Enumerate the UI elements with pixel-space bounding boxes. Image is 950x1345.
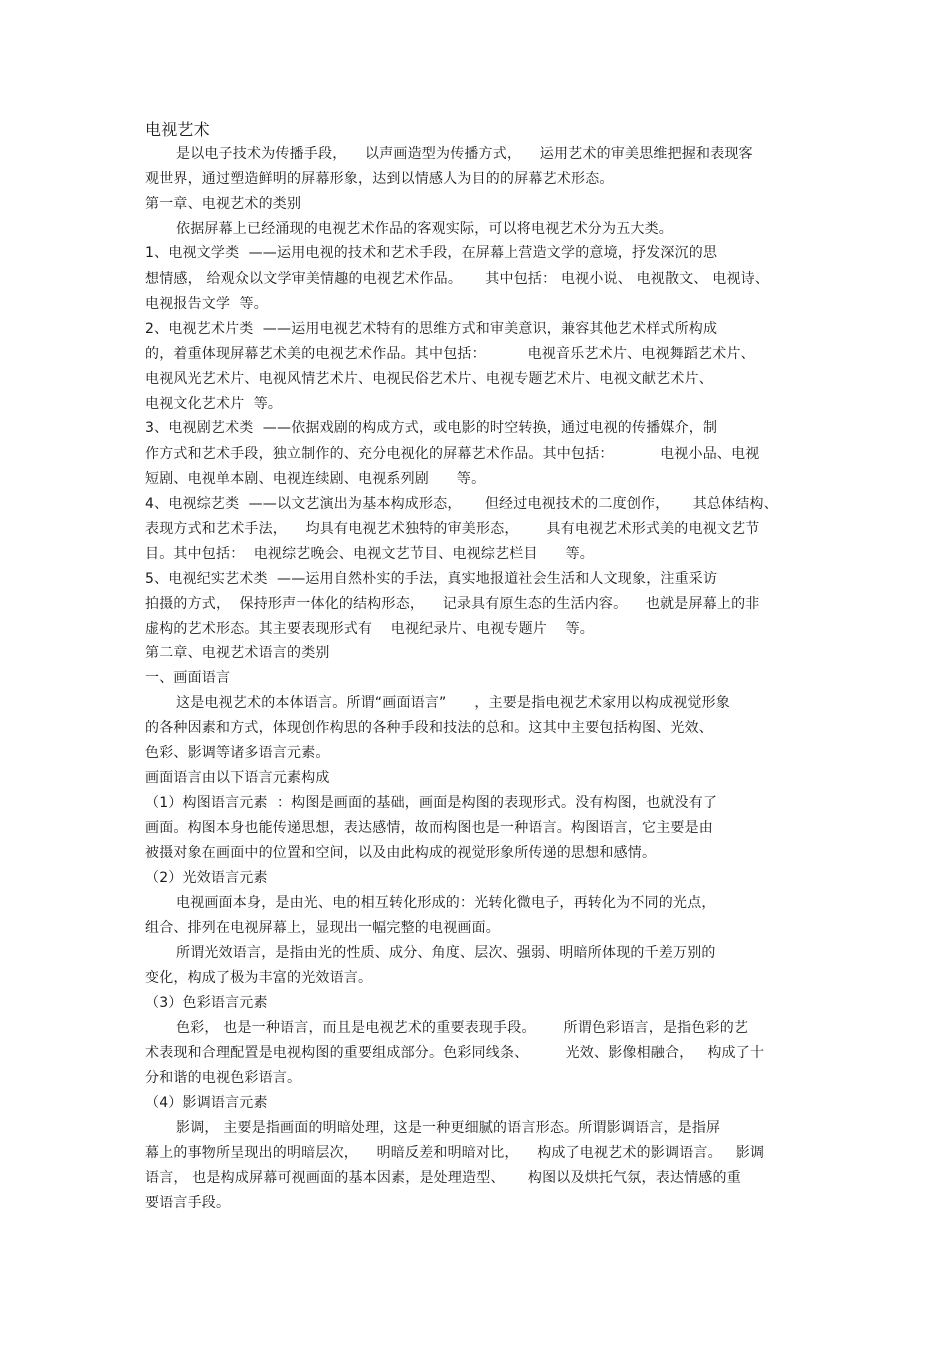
text-line: 依据屏幕上已经涌现的电视艺术作品的客观实际，可以将电视艺术分为五大类。 — [176, 221, 673, 237]
chapter-heading: 第二章、电视艺术语言的类别 — [145, 645, 330, 661]
section-heading: 一、画面语言 — [145, 670, 231, 686]
text-line: 观世界，通过塑造鲜明的屏幕形象，达到以情感人为目的的屏幕艺术形态。 — [145, 171, 614, 187]
text-line: 的各种因素和方式，体现创作构思的各种手段和技法的总和。这其中主要包括构图、光效、 — [145, 720, 713, 736]
text-line: 2、电视艺术片类 ——运用电视艺术特有的思维方式和审美意识，兼容其他艺术样式所构成 — [145, 321, 718, 337]
text-line: 被摄对象在画面中的位置和空间，以及由此构成的视觉形象所传递的思想和感情。 — [145, 845, 657, 861]
text-line: 目。其中包括： 电视综艺晚会、电视文艺节目、电视综艺栏目 等。 — [145, 546, 594, 562]
text-line: 要语言手段。 — [145, 1195, 231, 1211]
text-line: 的，着重体现屏幕艺术美的电视艺术作品。其中包括： 电视音乐艺术片、电视舞蹈艺术片、 — [145, 346, 755, 362]
text-line: 色彩、影调等诸多语言元素。 — [145, 745, 330, 761]
text-line: 短剧、电视单本剧、电视连续剧、电视系列剧 等。 — [145, 471, 486, 487]
text-line: 4、电视综艺类 ——以文艺演出为基本构成形态， 但经过电视技术的二度创作， 其总体结构、 — [145, 496, 778, 512]
text-line: 电视风光艺术片、电视风情艺术片、电视民俗艺术片、电视专题艺术片、电视文献艺术片、 — [145, 371, 713, 387]
subsection-heading: （3）色彩语言元素 — [145, 995, 268, 1011]
text-line: 所谓光效语言，是指由光的性质、成分、角度、层次、强弱、明暗所体现的千差万别的 — [176, 945, 716, 961]
text-line: 术表现和合理配置是电视构图的重要组成部分。色彩同线条、 光效、影像相融合， 构成了十 — [145, 1045, 765, 1061]
text-line: 电视画面本身，是由光、电的相互转化形成的：光转化微电子，再转化为不同的光点， — [176, 895, 716, 911]
text-line: 作方式和艺术手段，独立制作的、充分电视化的屏幕艺术作品。其中包括： 电视小品、电视 — [145, 446, 760, 462]
subsection-heading: （2）光效语言元素 — [145, 870, 268, 886]
text-line: 这是电视艺术的本体语言。所谓“画面语言” ，主要是指电视艺术家用以构成视觉形象 — [176, 695, 731, 711]
text-line: 3、电视剧艺术类 ——依据戏剧的构成方式，或电影的时空转换，通过电视的传播媒介，制 — [145, 420, 718, 436]
text-line: 影调， 主要是指画面的明暗处理，这是一种更细腻的语言形态。所谓影调语言，是指屏 — [176, 1120, 721, 1136]
text-line: 电视报告文学 等。 — [145, 296, 268, 312]
text-line: 幕上的事物所呈现出的明暗层次， 明暗反差和明暗对比， 构成了电视艺术的影调语言。 影调 — [145, 1145, 765, 1161]
text-line: 虚构的艺术形态。其主要表现形式有 电视纪录片、电视专题片 等。 — [145, 621, 594, 637]
text-line: 变化，构成了极为丰富的光效语言。 — [145, 970, 373, 986]
text-line: 表现方式和艺术手法， 均具有电视艺术独特的审美形态， 具有电视艺术形式美的电视文艺节 — [145, 521, 760, 537]
text-line: （1）构图语言元素 ：构图是画面的基础，画面是构图的表现形式。没有构图，也就没有了 — [145, 795, 718, 811]
text-line: 1、电视文学类 ——运用电视的技术和艺术手段，在屏幕上营造文学的意境，抒发深沉的思 — [145, 245, 718, 261]
text-line: 画面语言由以下语言元素构成 — [145, 770, 330, 786]
text-line: 画面。构图本身也能传递思想，表达感情，故而构图也是一种语言。构图语言，它主要是由 — [145, 820, 713, 836]
document-title: 电视艺术 — [145, 120, 210, 139]
text-line: 想情感， 给观众以文学审美情趣的电视艺术作品。 其中包括： 电视小说、 电视散文、 电视诗、 — [145, 271, 770, 287]
text-line: 拍摄的方式， 保持形声一体化的结构形态， 记录具有原生态的生活内容。 也就是屏幕上的非 — [145, 596, 760, 612]
chapter-heading: 第一章、电视艺术的类别 — [145, 196, 302, 212]
text-line: 5、电视纪实艺术类 ——运用自然朴实的手法，真实地报道社会生活和人文现象，注重采访 — [145, 571, 718, 587]
subsection-heading: （4）影调语言元素 — [145, 1095, 268, 1111]
text-line: 是以电子技术为传播手段， 以声画造型为传播方式， 运用艺术的审美思维把握和表现客 — [176, 146, 753, 162]
text-line: 电视文化艺术片 等。 — [145, 396, 283, 412]
text-line: 组合、排列在电视屏幕上，显现出一幅完整的电视画面。 — [145, 920, 500, 936]
text-line: 色彩， 也是一种语言，而且是电视艺术的重要表现手段。 所谓色彩语言，是指色彩的艺 — [176, 1020, 749, 1036]
text-line: 语言， 也是构成屏幕可视画面的基本因素，是处理造型、 构图以及烘托气氛，表达情感的重 — [145, 1170, 741, 1186]
text-line: 分和谐的电视色彩语言。 — [145, 1070, 302, 1086]
